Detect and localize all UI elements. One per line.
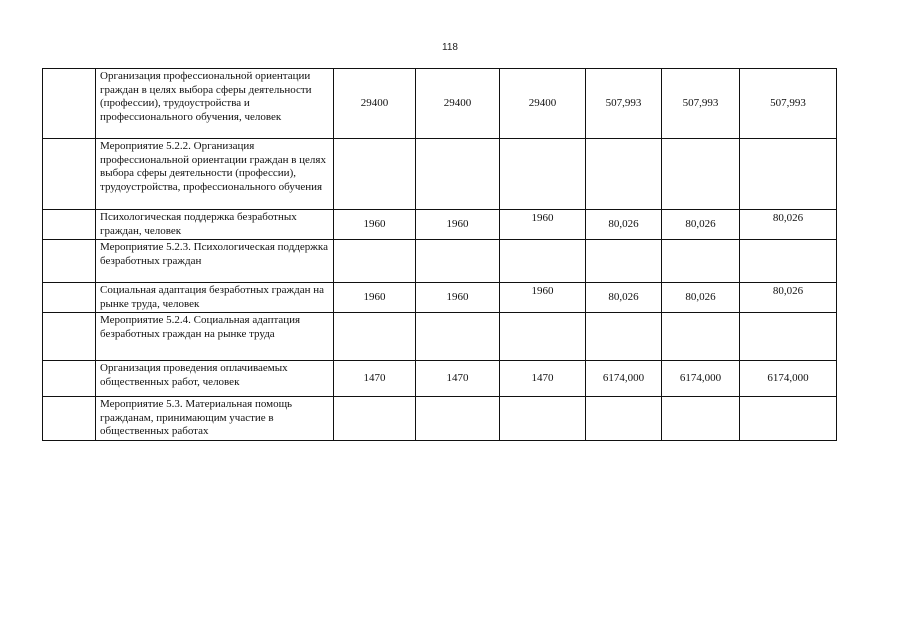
table-cell: 1470	[416, 361, 500, 397]
table-row	[43, 139, 837, 210]
table-cell: 80,026	[586, 210, 662, 240]
row-description: Организация профессиональной ориентации граждан в целях выбора сферы деятельности (профессии), трудоустройства и профессионального обучения, человек	[96, 69, 334, 139]
table-row	[43, 313, 837, 361]
table-cell-empty	[43, 361, 96, 397]
table-cell	[586, 397, 662, 441]
table-cell: 1470	[334, 361, 416, 397]
table-cell: 507,993	[662, 69, 740, 139]
table-cell	[416, 139, 500, 210]
table-cell: 1960	[416, 283, 500, 313]
table-cell: 29400	[500, 69, 586, 139]
row-description: Мероприятие 5.3. Материальная помощь гражданам, принимающим участие в общественных работах	[96, 397, 334, 441]
table-cell: 1960	[500, 283, 586, 313]
table-cell	[416, 397, 500, 441]
table-cell	[662, 139, 740, 210]
table-row	[43, 210, 837, 240]
table-row	[43, 361, 837, 397]
data-table	[42, 68, 837, 441]
table-cell	[586, 313, 662, 361]
table-cell: 80,026	[740, 283, 837, 313]
table-cell	[500, 313, 586, 361]
table-cell: 507,993	[586, 69, 662, 139]
table-row	[43, 69, 837, 139]
table-cell-empty	[43, 210, 96, 240]
table-cell: 1470	[500, 361, 586, 397]
table-cell: 1960	[416, 210, 500, 240]
table-row	[43, 397, 837, 441]
table-cell	[740, 313, 837, 361]
table-cell: 1960	[334, 283, 416, 313]
table-cell: 80,026	[586, 283, 662, 313]
table-cell	[334, 240, 416, 283]
table-cell-empty	[43, 283, 96, 313]
table-cell	[334, 397, 416, 441]
table-cell: 1960	[334, 210, 416, 240]
table-cell	[662, 313, 740, 361]
table-row	[43, 240, 837, 283]
table-cell-empty	[43, 139, 96, 210]
table-cell	[662, 240, 740, 283]
table-cell-empty	[43, 69, 96, 139]
table-cell: 80,026	[740, 210, 837, 240]
row-description: Психологическая поддержка безработных граждан, человек	[96, 210, 334, 240]
row-description: Мероприятие 5.2.2. Организация профессиональной ориентации граждан в целях выбора сферы деятельности (профессии), трудоустройства, профессионального обучения	[96, 139, 334, 210]
table-cell	[416, 240, 500, 283]
table-cell	[740, 139, 837, 210]
table-cell-empty	[43, 397, 96, 441]
table-cell	[586, 139, 662, 210]
row-description: Социальная адаптация безработных граждан на рынке труда, человек	[96, 283, 334, 313]
table-cell-empty	[43, 313, 96, 361]
table-cell: 29400	[416, 69, 500, 139]
table-cell: 80,026	[662, 283, 740, 313]
row-description: Мероприятие 5.2.3. Психологическая поддержка безработных граждан	[96, 240, 334, 283]
table-cell	[586, 240, 662, 283]
table-cell: 6174,000	[662, 361, 740, 397]
table-cell	[740, 240, 837, 283]
row-description: Мероприятие 5.2.4. Социальная адаптация безработных граждан на рынке труда	[96, 313, 334, 361]
table-cell: 1960	[500, 210, 586, 240]
table-cell: 80,026	[662, 210, 740, 240]
table-cell	[740, 397, 837, 441]
table-cell: 6174,000	[740, 361, 837, 397]
table-cell	[500, 397, 586, 441]
table-cell	[500, 240, 586, 283]
table-cell: 507,993	[740, 69, 837, 139]
table-row	[43, 283, 837, 313]
table-cell	[662, 397, 740, 441]
table-cell: 6174,000	[586, 361, 662, 397]
table-cell	[416, 313, 500, 361]
table-cell	[334, 313, 416, 361]
table-cell: 29400	[334, 69, 416, 139]
table-cell	[334, 139, 416, 210]
page-number: 118	[442, 42, 458, 53]
row-description: Организация проведения оплачиваемых общественных работ, человек	[96, 361, 334, 397]
table-cell	[500, 139, 586, 210]
table-cell-empty	[43, 240, 96, 283]
